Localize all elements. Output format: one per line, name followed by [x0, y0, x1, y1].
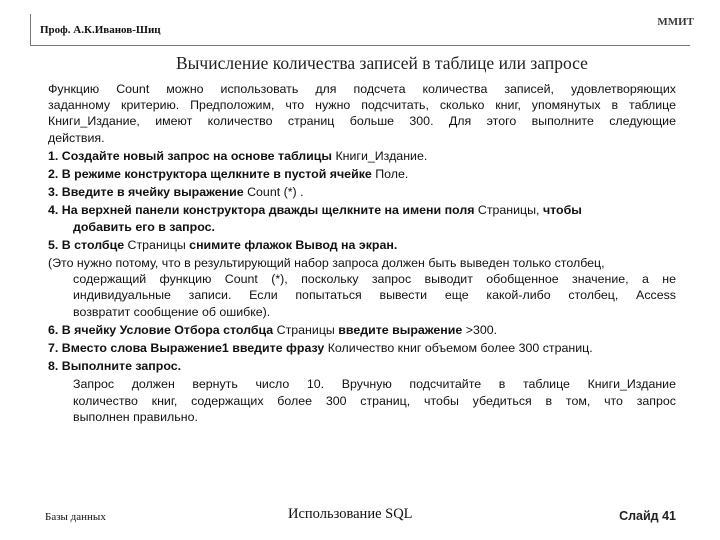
author-label: Проф. А.К.Иванов-Шиц [40, 24, 161, 36]
step-5 [48, 237, 676, 253]
intro-line: Функцию Count можно использовать для подсчета количества записей, удовлетворяющих [48, 82, 676, 96]
result-line: количество книг, содержащих более 300 страниц, чтобы убедиться в том, что запрос [73, 393, 676, 408]
org-label: ММИТ [657, 16, 694, 28]
step-4-bold-end: чтобы [542, 203, 582, 218]
step-4 [48, 202, 676, 218]
step-6-bold: 6. В ячейку Условие Отбора столбца [48, 322, 277, 337]
note-line: содержащий функцию Count (*), поскольку запрос выводит обобщенное значение, а не [73, 272, 676, 287]
note-line: возвратит сообщение об ошибке). [73, 304, 271, 319]
step-7-bold: 7. Вместо слова Выражение1 введите фразу [48, 341, 328, 356]
step-2-bold: 2. В режиме конструктора щелкните в пустой ячейке [48, 167, 376, 182]
step-7 [48, 340, 676, 356]
step-6 [48, 322, 676, 338]
step-6-bold-2: введите выражение [338, 322, 466, 337]
intro-line: Книги_Издание, имеют количество страниц больше 300. Для этого выполните следующие [48, 114, 676, 129]
step-4-bold: 4. На верхней панели конструктора дважды щелкните на имени поля [48, 203, 478, 218]
step-5-bold: 5. В столбце [48, 237, 128, 252]
step-2-text: Поле. [375, 167, 409, 182]
step-8 [48, 358, 676, 374]
step-5-text: Страницы [127, 237, 190, 252]
step-6-value: >300. [465, 322, 498, 337]
step-1-text: Книги_Издание. [335, 148, 428, 163]
step-4-text: Страницы, [477, 203, 543, 218]
slide-title: Вычисление количества записей в таблице или запросе [176, 53, 588, 73]
step-3-text: Count (*) . [247, 185, 304, 200]
intro-line: действия. [48, 130, 105, 145]
step-4-line2: добавить его в запрос. [73, 219, 215, 234]
step-8-bold: 8. Выполните запрос. [48, 359, 182, 374]
note-line: индивидуальные записи. Если попытаться вывести еще какой-либо столбец, Access [73, 288, 676, 303]
footer-topic: Использование SQL [288, 506, 413, 522]
slide-number: Слайд 41 [619, 509, 676, 523]
result-line: Запрос должен вернуть число 10. Вручную подсчитайте в таблице Книги_Издание [73, 377, 676, 392]
step-1 [48, 148, 676, 164]
header-divider [30, 45, 690, 46]
step-5-bold-end: снимите флажок Вывод на экран. [189, 237, 398, 252]
result-line: выполнен правильно. [73, 409, 198, 424]
step-6-text: Страницы [276, 322, 339, 337]
note-line: (Это нужно потому, что в результирующий набор запроса должен быть выведен только столбец, [48, 256, 605, 271]
footer-course: Базы данных [45, 511, 106, 523]
step-3-bold: 3. Введите в ячейку выражение [48, 185, 248, 200]
step-2 [48, 166, 676, 182]
step-4-continuation [48, 219, 676, 235]
header-divider-vertical [30, 14, 31, 46]
step-3 [48, 184, 676, 200]
step-7-text: Количество книг объемом более 300 страниц. [327, 341, 593, 356]
slide-body [48, 81, 676, 425]
step-1-bold: 1. Создайте новый запрос на основе таблицы [48, 148, 336, 163]
intro-line: заданному критерию. Предположим, что нужно подсчитать, сколько книг, упомянутых в таблице [48, 98, 676, 113]
